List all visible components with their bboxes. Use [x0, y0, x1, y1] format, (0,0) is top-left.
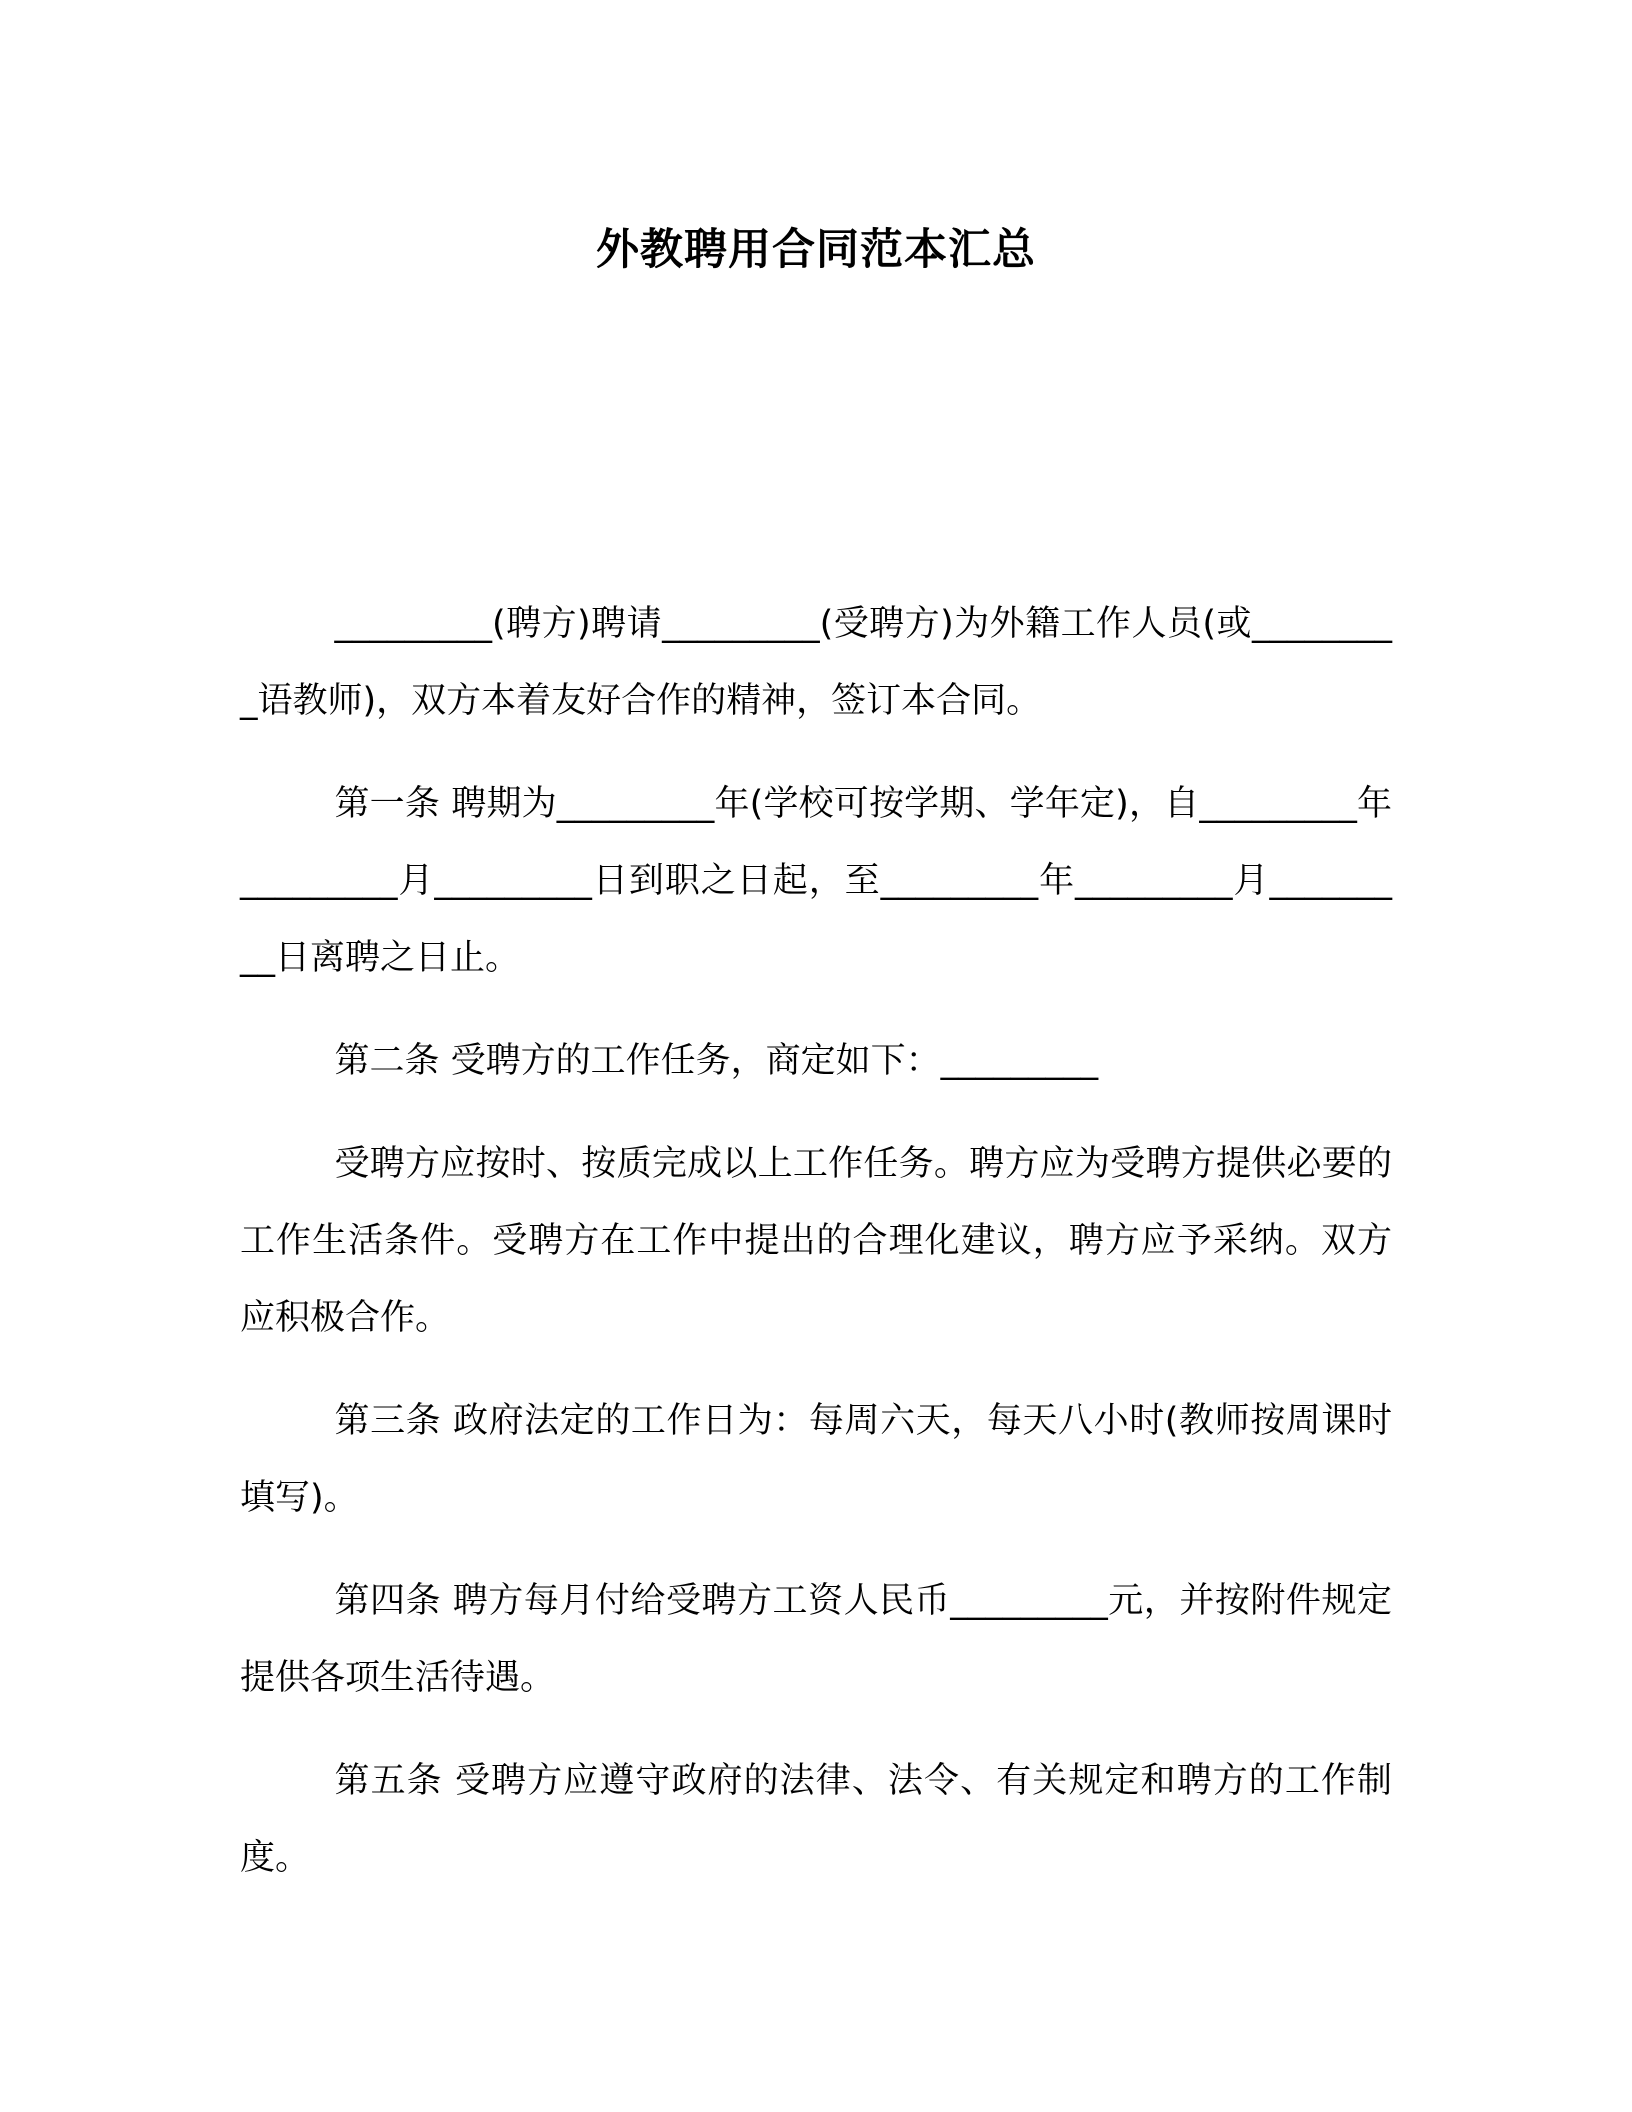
- document-title: 外教聘用合同范本汇总: [596, 225, 1036, 275]
- document-body: [240, 586, 1392, 1923]
- paragraph-article-2: 第二条 受聘方的工作任务，商定如下：_________: [334, 1041, 1099, 1081]
- paragraph-article-2-detail: 受聘方应按时、按质完成以上工作任务。聘方应为受聘方提供必要的工作生活条件。受聘方在工作中提出的合理化建议，聘方应予采纳。双方应积极合作。: [240, 1144, 1392, 1338]
- paragraph-article-4: 第四条 聘方每月付给受聘方工资人民币_________元，并按附件规定提供各项生活待遇。: [240, 1581, 1392, 1698]
- paragraph-intro: _________(聘方)聘请_________(受聘方)为外籍工作人员(或_________语教师)，双方本着友好合作的精神，签订本合同。: [240, 604, 1392, 721]
- paragraph-article-1: 第一条 聘期为_________年(学校可按学期、学年定)，自_________年_________月_________日到职之日起，至_________年_________月_________日离聘之日止。: [240, 784, 1392, 978]
- paragraph-article-3: 第三条 政府法定的工作日为：每周六天，每天八小时(教师按周课时填写)。: [240, 1401, 1392, 1518]
- paragraph-article-5: 第五条 受聘方应遵守政府的法律、法令、有关规定和聘方的工作制度。: [240, 1761, 1392, 1878]
